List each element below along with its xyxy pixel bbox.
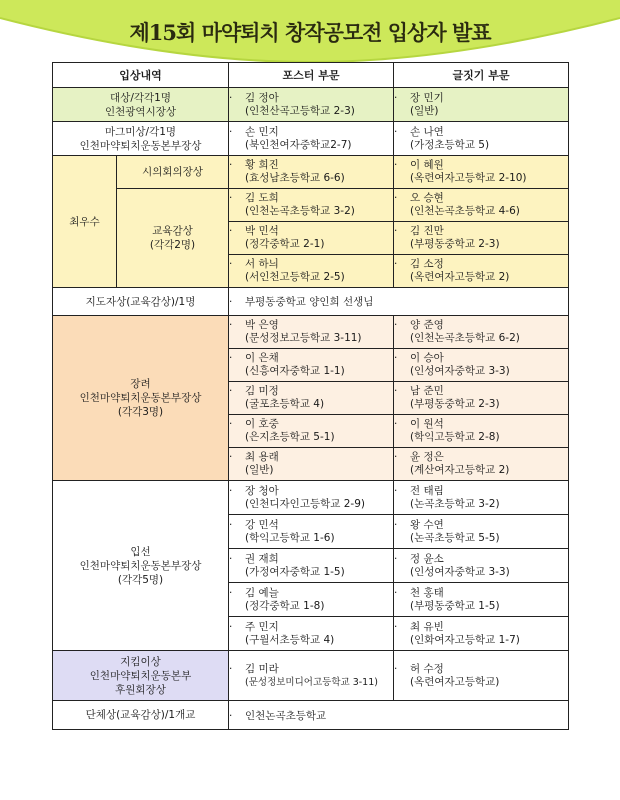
table-row-excellence-edu	[53, 189, 569, 222]
mentor-value: · 부평동중학교 양인희 선생님	[229, 288, 569, 316]
entry-poster: · 박 민석 (정각중학교 2-1)	[229, 222, 394, 255]
entry-writing: · 양 준영 (인천논곡초등학교 6-2)	[394, 316, 569, 349]
table-row-group	[53, 701, 569, 730]
category-excellence: 최우수	[53, 156, 117, 288]
table-header-row	[53, 63, 569, 88]
table-row-grand	[53, 88, 569, 122]
entry-writing: · 남 준민 (부평동중학교 2-3)	[394, 382, 569, 415]
entry-poster: · 김 예늘 (정각중학교 1-8)	[229, 583, 394, 617]
column-header-poster: 포스터 부문	[229, 63, 394, 88]
entry-poster: · 김 정아 (인천산곡고등학교 2-3)	[229, 88, 394, 122]
entry-writing: · 김 소정 (옥련여자고등학교 2)	[394, 255, 569, 288]
category-selected: 입선 인천마약퇴치운동본부장상 (각각5명)	[53, 481, 229, 651]
table-row-selected	[53, 481, 569, 515]
entry-writing: · 천 홍태 (부평동중학교 1-5)	[394, 583, 569, 617]
group-value: · 인천논곡초등학교	[229, 701, 569, 730]
entry-writing: · 왕 수연 (논곡초등학교 5-5)	[394, 515, 569, 549]
category-mentor: 지도자상(교육감상)/1명	[53, 288, 229, 316]
entry-poster: · 김 미라 (문성정보미디어고등학교 3-11)	[229, 651, 394, 701]
table-row-magic	[53, 122, 569, 156]
entry-poster: · 박 은영 (문성정보고등학교 3-11)	[229, 316, 394, 349]
entry-poster: · 이 은채 (신흥여자중학교 1-1)	[229, 349, 394, 382]
entry-writing: · 이 혜원 (옥련여자고등학교 2-10)	[394, 156, 569, 189]
table-row-encourage	[53, 316, 569, 349]
entry-poster: · 손 민지 (북인천여자중학교2-7)	[229, 122, 394, 156]
entry-poster: · 권 재희 (가정여자중학교 1-5)	[229, 549, 394, 583]
table-row-excellence-council	[53, 156, 569, 189]
entry-poster: · 황 희진 (효성남초등학교 6-6)	[229, 156, 394, 189]
category-encourage: 장려 인천마약퇴치운동본부장상 (각각3명)	[53, 316, 229, 481]
category-grand: 대상/각각1명 인천광역시장상	[53, 88, 229, 122]
category-magic: 마그미상/각1명 인천마약퇴치운동본부장상	[53, 122, 229, 156]
entry-poster: · 주 민지 (구월서초등학교 4)	[229, 617, 394, 651]
entry-poster: · 최 용래 (일반)	[229, 448, 394, 481]
entry-writing: · 손 나연 (가정초등학교 5)	[394, 122, 569, 156]
entry-writing: · 윤 정은 (계산여자고등학교 2)	[394, 448, 569, 481]
entry-writing: · 허 수정 (옥련여자고등학교)	[394, 651, 569, 701]
entry-poster: · 강 민석 (학익고등학교 1-6)	[229, 515, 394, 549]
entry-writing: · 최 유빈 (인화여자고등학교 1-7)	[394, 617, 569, 651]
subcategory-council: 시의회의장상	[117, 156, 229, 189]
category-zikim: 지킴이상 인천마약퇴치운동본부 후원회장상	[53, 651, 229, 701]
entry-writing: · 오 승현 (인천논곡초등학교 4-6)	[394, 189, 569, 222]
category-group: 단체상(교육감상)/1개교	[53, 701, 229, 730]
table-row-zikim	[53, 651, 569, 701]
entry-poster: · 서 하늬 (서인천고등학교 2-5)	[229, 255, 394, 288]
column-header-category: 입상내역	[53, 63, 229, 88]
entry-poster: · 이 호중 (은지초등학교 5-1)	[229, 415, 394, 448]
table-row-mentor	[53, 288, 569, 316]
page-title: 제15회 마약퇴치 창작공모전 입상자 발표	[129, 20, 491, 45]
entry-writing: · 전 태림 (논곡초등학교 3-2)	[394, 481, 569, 515]
entry-poster: · 김 도희 (인천논곡초등학교 3-2)	[229, 189, 394, 222]
award-table	[52, 62, 569, 730]
entry-writing: · 장 민기 (일반)	[394, 88, 569, 122]
subcategory-edu: 교육감상 (각각2명)	[117, 189, 229, 288]
entry-writing: · 김 진만 (부평동중학교 2-3)	[394, 222, 569, 255]
entry-writing: · 이 원석 (학익고등학교 2-8)	[394, 415, 569, 448]
entry-poster: · 김 미정 (굴포초등학교 4)	[229, 382, 394, 415]
column-header-writing: 글짓기 부문	[394, 63, 569, 88]
entry-writing: · 정 윤소 (인성여자중학교 3-3)	[394, 549, 569, 583]
entry-writing: · 이 승아 (인성여자중학교 3-3)	[394, 349, 569, 382]
entry-poster: · 장 청아 (인천디자인고등학교 2-9)	[229, 481, 394, 515]
